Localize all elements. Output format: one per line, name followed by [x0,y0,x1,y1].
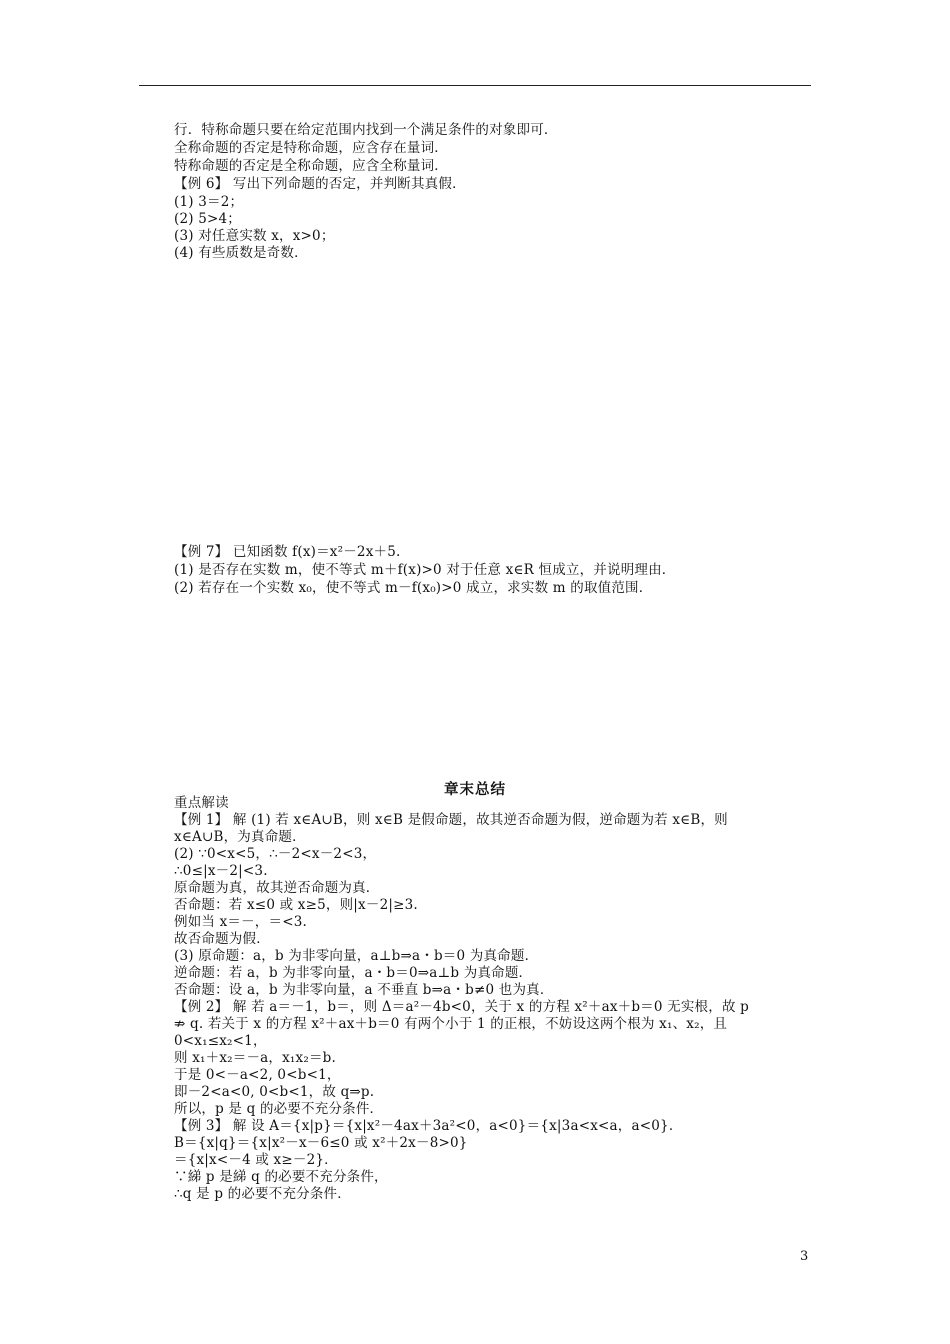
text-line: 全称命题的否定是特称命题，应含存在量词． [174,140,448,156]
text-line: 例如当 x＝－，＝<3. [174,914,307,930]
text-line: 所以，p 是 q 的必要不充分条件． [174,1101,384,1117]
example-3-heading: 【例 3】 解 设 A＝{x|p}＝{x|x²－4ax＋3a²<0，a<0}＝{x|3a<x<a，a<0}． [174,1118,683,1134]
text-line: 故否命题为假． [174,931,270,947]
example-7-heading: 【例 7】 已知函数 f(x)＝x²－2x＋5. [174,544,401,560]
text-line: (3) 对任意实数 x，x>0； [174,228,335,244]
text-line: 否命题：若 x≤0 或 x≥5，则|x－2|≥3. [174,897,418,913]
text-line: (2) ∵0<x<5，∴－2<x－2<3， [174,846,377,862]
text-line: (1) 3＝2； [174,194,244,210]
text-line: 行．特称命题只要在给定范围内找到一个满足条件的对象即可． [174,122,558,138]
text-line: (2) 5>4； [174,211,242,227]
text-line: 原命题为真，故其逆否命题为真． [174,880,380,896]
section-title: 章末总结 [444,782,506,798]
text-line: 即－2<a<0, 0<b<1，故 q⇒p. [174,1084,375,1100]
text-line: ⇏ q. 若关于 x 的方程 x²＋ax＋b＝0 有两个小于 1 的正根，不妨设这两个根为 x₁、x₂，且 [174,1016,728,1032]
text-line: (2) 若存在一个实数 x₀，使不等式 m－f(x₀)>0 成立，求实数 m 的取值范围． [174,580,653,596]
text-line: 逆命题：若 a，b 为非零向量，a・b＝0⇒a⊥b 为真命题． [174,965,533,981]
page-number: 3 [800,1249,809,1264]
text-line: 于是 0<－a<2, 0<b<1， [174,1067,341,1083]
text-line: 特称命题的否定是全称命题，应含全称量词． [174,158,448,174]
example-6-heading: 【例 6】 写出下列命题的否定，并判断其真假． [174,176,466,192]
example-1-heading: 【例 1】 解 (1) 若 x∈A∪B，则 x∈B 是假命题，故其逆否命题为假，逆命题为若 x∈B，则 [174,812,728,828]
example-2-heading: 【例 2】 解 若 a＝－1，b＝，则 Δ＝a²－4b<0，关于 x 的方程 x²＋ax＋b＝0 无实根，故 p [174,999,749,1015]
text-line: 否命题：设 a，b 为非零向量，a 不垂直 b⇒a・b≠0 也为真． [174,982,554,998]
header-rule [139,85,811,86]
text-line: ∴q 是 p 的必要不充分条件． [174,1186,351,1202]
text-line: B＝{x|q}＝{x|x²－x－6≤0 或 x²＋2x－8>0} [174,1135,468,1151]
text-line: ＝{x|x<－4 或 x≥－2}． [174,1152,338,1168]
text-line: ∴0≤|x－2|<3. [174,863,268,879]
text-line: (3) 原命题：a，b 为非零向量，a⊥b⇒a・b＝0 为真命题． [174,948,539,964]
text-line: 则 x₁＋x₂＝－a，x₁x₂＝b. [174,1050,336,1066]
text-line: 0<x₁≤x₂<1， [174,1033,267,1049]
text-line: x∈A∪B，为真命题． [174,829,306,845]
text-line: (1) 是否存在实数 m，使不等式 m＋f(x)>0 对于任意 x∈R 恒成立，并说明理由． [174,562,676,578]
text-line: ∵綈 p 是綈 q 的必要不充分条件， [174,1169,388,1185]
text-line: (4) 有些质数是奇数． [174,245,308,261]
subheading: 重点解读 [174,795,229,811]
